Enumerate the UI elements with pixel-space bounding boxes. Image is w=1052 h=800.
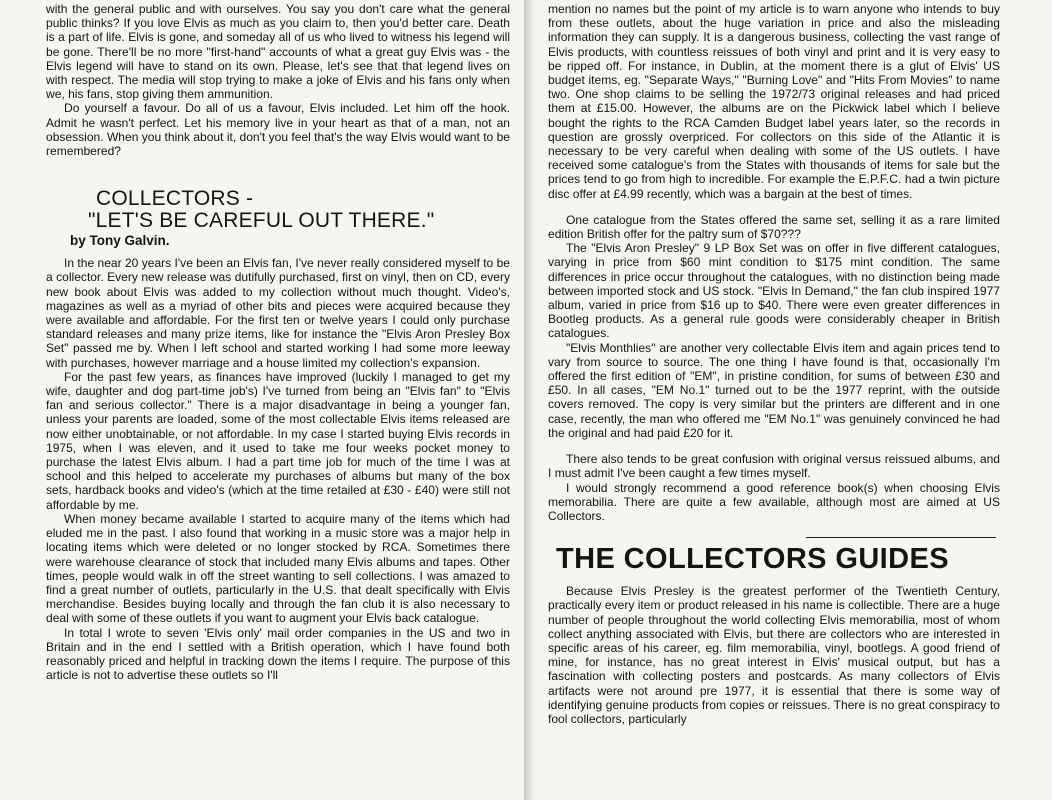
right-paragraph-1: mention no names but the point of my article is to warn anyone who intends to buy from these outlets, about the huge variation in price and also the misleading information they can supply. It is a dangerous business, collecting the vast range of Elvis products, with countless reissues of both vinyl and print and it is very easy to be ripped off. For instance, in Dublin, at the moment there is a glut of Elvis' US budget items, eg. "Separate Ways," "Burning Love" and "Hits From Movies" to name two. One shop claims to be selling the 1972/73 original releases and had priced them at £15.00. However, the albums are on the Pickwick label which I believe bought the rights to the RCA Camden Budget label years later, so the records in question are grossly overpriced. For collectors on this side of the Atlantic it is necessary to be very careful when dealing with some of the US outlets. I have received some catalogue's from the States with thousands of items for sale but the prices tend to go from high to incredible. For example the E.P.F.C. had a twin picture disc offer at £4.99 recently, which was a bargain at the best of times.: [548, 2, 1000, 201]
right-paragraph-2: One catalogue from the States offered the same set, selling it as a rare limited edition British offer for the paltry sum of $70???: [548, 212, 1000, 242]
guides-heading: THE COLLECTORS GUIDES: [556, 543, 949, 576]
right-paragraph-4: "Elvis Monthlies" are another very collectable Elvis item and again prices tend to vary from source to source. The one thing I have found is that, occasionally I'm offered the first edition of "EM", in pristine condition, for sums of between £30 and £50. In all cases, "EM No.1" turned out to be the 1977 reprint, with the outside covers removed. The copy is very similar but the printers are different and in one case, recently, the man who offered me "EM No.1" was genuinely convinced he had the original and had paid £20 for it.: [548, 340, 1000, 440]
intro-paragraph-1: with the general public and with ourselves. You say you don't care what the general public thinks? If you love Elvis as much as you claim to, then you'd better care. Death is a part of life. Elvis is gone, and someday all of us who lived to witness his legend will be gone. There'll be no more "first-hand" accounts of what a great guy Elvis was - the Elvis legend will have to stand on its own. Please, let's see that that legend lives on with respect. The media will stop trying to make a joke of Elvis and his fans only when we, his fans, stop giving them ammunition.: [46, 2, 510, 102]
guides-paragraph-1: Because Elvis Presley is the greatest performer of the Twentieth Century, practically every item or product released in his name is collectible. There are a huge number of people throughout the world collecting Elvis memorabilia, most of whom collect anything associated with Elvis, but there are collectors who are interested in specific areas of his career, eg. film memorabilia, vinyl, bootlegs. A good friend of mine, for instance, has no great interest in Elvis' musical output, but has a fascination with collecting posters and postcards. As many collectors of Elvis artifacts were not around pre 1977, it is essential that there is some way of identifying genuine products from copies or reissues. There is no great conspiracy to fool collectors, particularly: [548, 584, 1000, 726]
body-paragraph-3: When money became available I started to acquire many of the items which had eluded me in the past. I also found that working in a music store was a major help in locating items which were deleted or no longer stocked by RCA. Sometimes there were warehouse clearance of stock that included many Elvis albums and tapes. Other times, people would walk in off the street wanting to sell collections. I was amazed to find a great number of outlets, particularly in the U.S. that dealt specifically with Elvis merchandise. Besides buying locally and through the fan club it is also necessary to deal with some of these outlets if you want to augment your Elvis back catalogue.: [46, 511, 510, 626]
right-paragraph-6: I would strongly recommend a good reference book(s) when choosing Elvis memorabilia. There are quite a few available, although most are aimed at US Collectors.: [548, 480, 1000, 523]
body-paragraph-4: In total I wrote to seven 'Elvis only' mail order companies in the US and two in Britain and in the end I settled with a British operation, which I have found both reasonably priced and helpful in tracking down the items I require. The purpose of this article is not to advertise these outlets so I'll: [46, 625, 510, 683]
body-paragraph-2: For the past few years, as finances have improved (luckily I managed to get my wife, daughter and dog part-time job's) I've turned from being an "Elvis fan" to "Elvis fan and serious collector." There is a major disadvantage in being a younger fan, unless your parents are loaded, some of the most collectable Elvis items released are now either unobtainable, or not affordable. In my case I started buying Elvis records in 1975, when I was eleven, and it used to take me four weeks pocket money to purchase the latest Elvis album. I had a part time job for much of the time I was at school and this helped to accelerate my purchases of albums but many of the box sets, hardback books and video's (which at the time retailed at £30 - £40) were still not affordable by me.: [46, 369, 510, 512]
article-byline: by Tony Galvin.: [70, 233, 170, 249]
right-page: [528, 0, 1052, 800]
left-page: [0, 0, 524, 800]
intro-paragraph-2: Do yourself a favour. Do all of us a favour, Elvis included. Let him off the hook. Admit he wasn't perfect. Let his memory live in your heart as that of a man, not an obsession. When you think about it, don't you feel that's the way Elvis would want to be remembered?: [46, 101, 510, 159]
section-divider: [806, 537, 996, 538]
right-paragraph-5: There also tends to be great confusion with original versus reissued albums, and I must admit I've been caught a few times myself.: [548, 452, 1000, 481]
right-paragraph-3: The "Elvis Aron Presley" 9 LP Box Set was on offer in five different catalogues, varying in price from $60 mint condition to $175 mint condition. The same differences in price occur throughout the catalogues, with no distinction being made between imported stock and US stock. "Elvis In Demand," the fan club inspired 1977 album, varied in price from $16 up to $40. There were even greater differences in Bootleg products. As a general rule goods were considerably cheaper in British catalogues.: [548, 241, 1000, 341]
article-heading-line-1: COLLECTORS -: [96, 187, 254, 211]
article-heading-line-2: "LET'S BE CAREFUL OUT THERE.": [88, 209, 435, 233]
body-paragraph-1: In the near 20 years I've been an Elvis fan, I've never really considered myself to be a collector. Every new release was dutifully purchased, first on vinyl, then on CD, every new book about Elvis was added to my collection without much thought. Video's, magazines as well as a myriad of other bits and pieces were acquired because they were available and affordable. For the first ten or twelve years I could only purchase standard releases and many prize items, like for instance the "Elvis Aron Presley Box Set" passed me by. When I left school and started working I had some more leeway with purchases, however marriage and a house limited my collection's expansion.: [46, 256, 510, 370]
